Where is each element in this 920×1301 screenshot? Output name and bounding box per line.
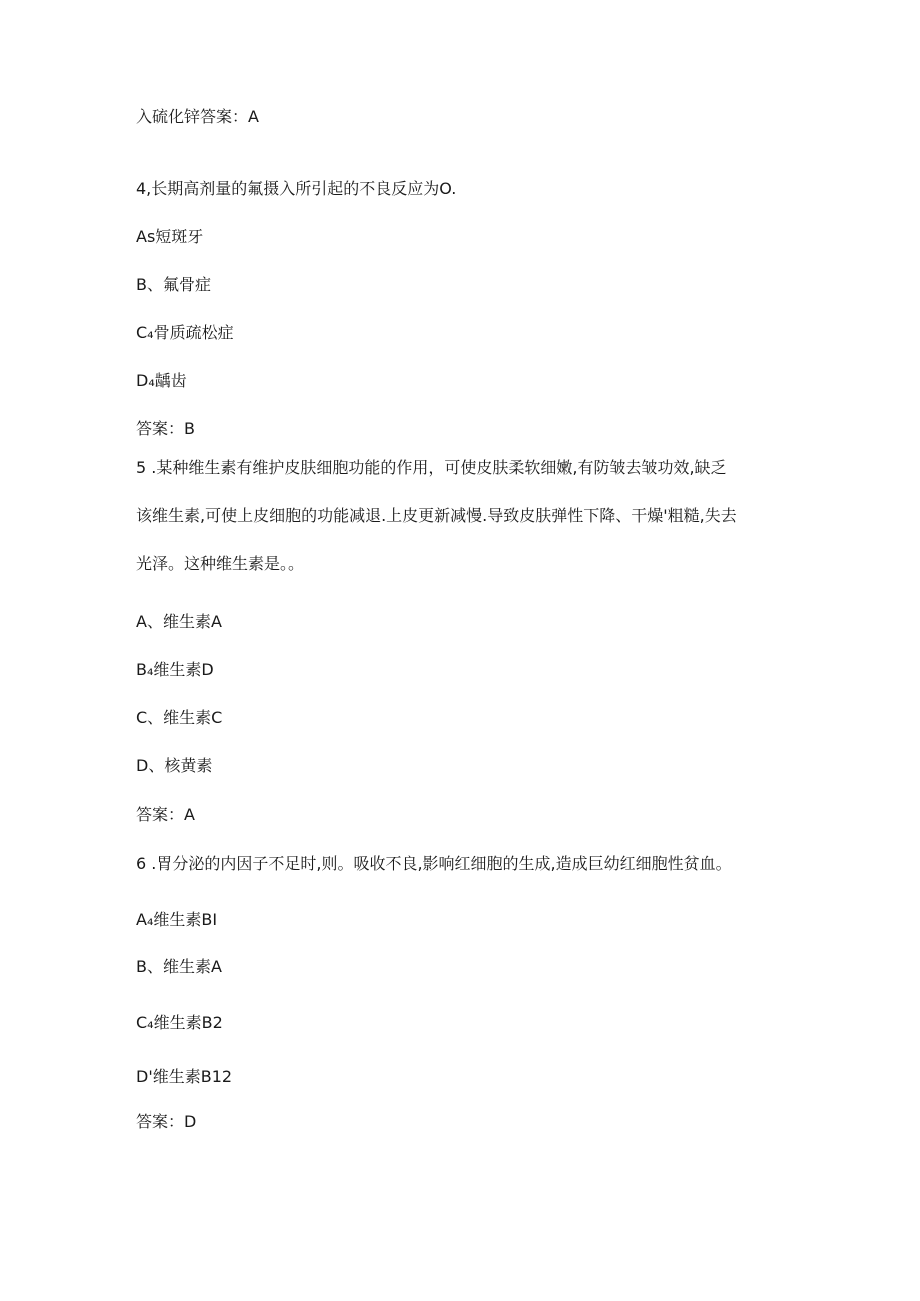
question-5-option-c: C、维生素C xyxy=(136,708,223,727)
question-4-option-a: As短斑牙 xyxy=(136,227,204,246)
question-5-option-d: D、核黄素 xyxy=(136,756,213,775)
question-6-answer: 答案：D xyxy=(136,1112,197,1131)
question-5-stem xyxy=(136,444,776,588)
question-4-stem: 4,长期高剂量的氟摄入所引起的不良反应为O. xyxy=(136,179,457,198)
question-4-option-b: B、氟骨症 xyxy=(136,275,211,294)
question-5-option-a: A、维生素A xyxy=(136,612,222,631)
question-5-option-b: B₄维生素D xyxy=(136,660,214,679)
question-5-stem-line-3: 光泽。这种维生素是。。 xyxy=(136,554,305,573)
question-6-option-a: A₄维生素BI xyxy=(136,910,218,929)
question-5-answer: 答案：A xyxy=(136,805,195,824)
question-5-stem-line-1: 5 .某种维生素有维护皮肤细胞功能的作用，可使皮肤柔软细嫩,有防皱去皱功效,缺乏 xyxy=(136,458,727,477)
question-6-option-b: B、维生素A xyxy=(136,957,222,976)
question-4-answer: 答案：B xyxy=(136,419,195,438)
question-6-stem: 6 .胃分泌的内因子不足时,则。吸收不良,影响红细胞的生成,造成巨幼红细胞性贫血。 xyxy=(136,854,732,873)
question-6-option-d: D'维生素B12 xyxy=(136,1067,233,1086)
question-6-option-c: C₄维生素B2 xyxy=(136,1013,223,1032)
question-5-stem-line-2: 该维生素,可使上皮细胞的功能减退.上皮更新减慢.导致皮肤弹性下降、干燥'粗糙,失去 xyxy=(136,506,737,525)
question-4-option-d: D₄龋齿 xyxy=(136,371,187,390)
text-line-answer-prev: 入硫化锌答案：A xyxy=(136,107,259,126)
question-4-option-c: C₄骨质疏松症 xyxy=(136,323,234,342)
